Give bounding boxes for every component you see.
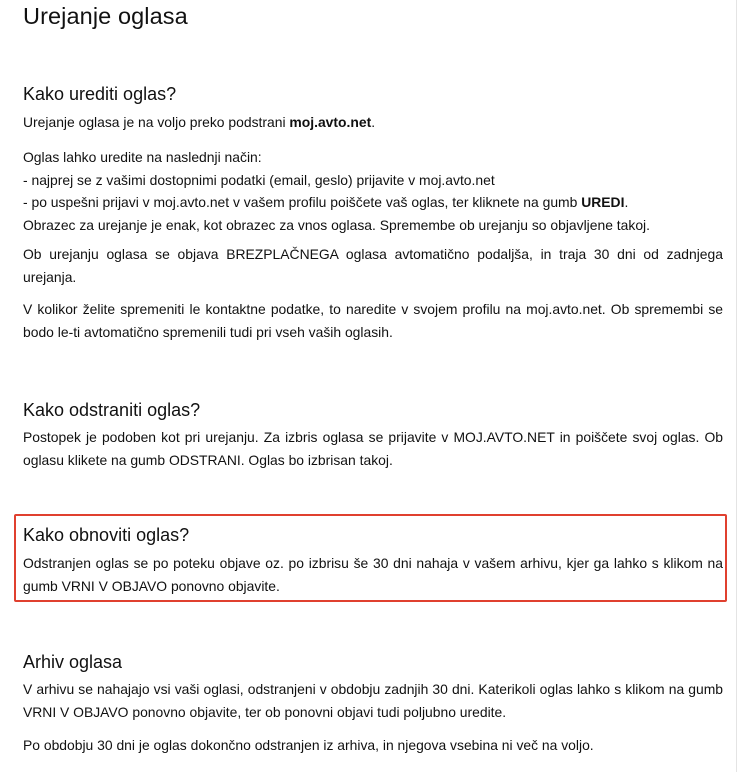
moj-avto-net-bold: moj.avto.net	[289, 114, 372, 130]
edit-paragraph-4: V kolikor želite spremeniti le kontaktne podatke, to naredite v svojem profilu na moj.avto.net. Ob spremembi se bodo le-ti avtomatično spremenili tudi pri vseh vaših oglasih.	[23, 301, 723, 340]
uredi-bold: UREDI	[581, 194, 625, 210]
section-heading-renew: Kako obnoviti oglas?	[23, 525, 190, 545]
edit-paragraph-3: Ob urejanju oglasa se objava BREZPLAČNEGA oglasa avtomatično podaljša, in traja 30 dni od zadnjega urejanja.	[23, 246, 723, 285]
edit-p2-line-3	[23, 191, 723, 214]
edit-paragraph-1	[23, 111, 723, 134]
edit-p2-line-3-end: .	[624, 194, 629, 210]
remove-paragraph-1: Postopek je podoben kot pri urejanju. Za izbris oglasa se prijavite v MOJ.AVTO.NET in poiščete svoj oglas. Ob oglasu klikete na gumb ODSTRANI. Oglas bo izbrisan takoj.	[23, 429, 723, 468]
page-title: Urejanje oglasa	[23, 3, 188, 29]
archive-paragraph-2: Po obdobju 30 dni je oglas dokončno odstranjen iz arhiva, in njegova vsebina ni več na voljo.	[23, 737, 594, 753]
edit-p2-line-2: - najprej se z vašimi dostopnimi podatki (email, geslo) prijavite v moj.avto.net	[23, 171, 495, 188]
edit-p1-end: .	[371, 114, 376, 130]
section-heading-remove: Kako odstraniti oglas?	[23, 400, 201, 420]
archive-paragraph-1: V arhivu se nahajajo vsi vaši oglasi, odstranjeni v obdobju zadnjih 30 dni. Katerikoli oglas lahko s klikom na gumb VRNI V OBJAVO ponovno objavite, ter ob ponovni objavi tudi poljubno uredite.	[23, 681, 723, 720]
section-heading-edit: Kako urediti oglas?	[23, 84, 177, 104]
edit-paragraph-2	[23, 146, 723, 236]
edit-p2-line-3-text: - po uspešni prijavi v moj.avto.net v vašem profilu poiščete vaš oglas, ter kliknete na gumb	[23, 194, 582, 210]
edit-p1-text: Urejanje oglasa je na voljo preko podstrani	[23, 114, 290, 130]
page-right-edge	[736, 0, 737, 772]
edit-p2-line-4: Obrazec za urejanje je enak, kot obrazec za vnos oglasa. Spremembe ob urejanju so objavljene takoj.	[23, 216, 650, 233]
section-heading-archive: Arhiv oglasa	[23, 652, 123, 672]
renew-paragraph-1: Odstranjen oglas se po poteku objave oz. po izbrisu še 30 dni nahaja v vašem arhivu, kjer ga lahko s klikom na gumb VRNI V OBJAVO ponovno objavite.	[23, 555, 723, 594]
edit-p2-line-1: Oglas lahko uredite na naslednji način:	[23, 149, 262, 165]
